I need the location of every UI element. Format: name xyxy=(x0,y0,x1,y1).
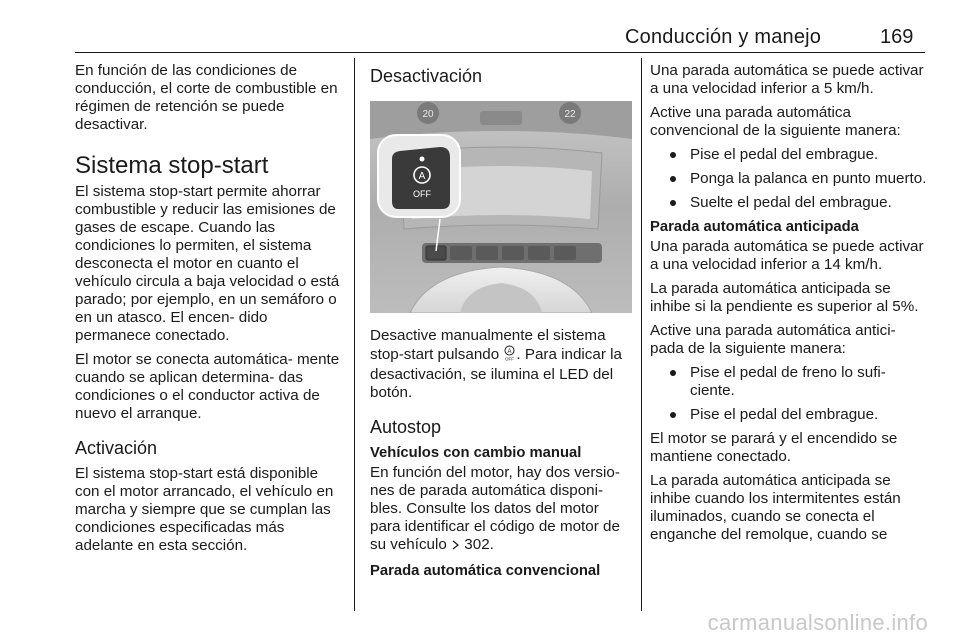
conventional-steps-list xyxy=(650,146,930,212)
conventional-steps-intro: Active una parada automática convencional de la siguiente manera: xyxy=(650,104,901,139)
anticipated-stop-heading: Parada automática anticipada xyxy=(650,219,859,235)
anticipated-steps-intro: Active una parada automática antici- pada de la siguiente manera: xyxy=(650,322,896,357)
column-2 xyxy=(370,62,632,582)
anticipated-steps-list xyxy=(650,364,930,424)
intro-paragraph: En función de las condiciones de conducción, el corte de combustible en régimen de retención se puede desactivar. xyxy=(75,62,338,133)
activation-text: El sistema stop-start está disponible con el motor arrancado, el vehículo en marcha y siempre que se cumplan las condiciones especificadas más adelante en esta sección. xyxy=(75,465,334,554)
manual-transmission-heading: Vehículos con cambio manual xyxy=(370,445,582,461)
deactivation-text: Desactive manualmente el sistema stop-start pulsando A OFF . Para indicar la desactivación, se ilumina el LED del botón. xyxy=(370,327,622,401)
auto-stop-off-icon xyxy=(503,345,516,366)
manual-transmission-text: En función del motor, hay dos versio- nes de parada automática disponi- bles. Consulte los datos del motor para identificar el código de motor de su vehículo 302. xyxy=(370,464,632,556)
column-divider-right xyxy=(641,58,642,611)
stop-start-description: El sistema stop-start permite ahorrar combustible y reducir las emisiones de gases de escape. Cuando las condiciones lo permiten, el sistema desconecta el motor en cuanto el vehículo circula a baja velocidad o está parado; por ejemplo, en un semáforo o en un atasco. El encen- dido permanece conectado. xyxy=(75,183,340,344)
anticipated-inhibit-conditions: La parada automática anticipada se inhibe cuando los intermitentes están iluminados, cuando se conecta el enganche del remolque, cuando se xyxy=(650,472,901,543)
column-divider-left xyxy=(354,58,355,611)
anticipated-speed-text: Una parada automática se puede activar a una velocidad inferior a 14 km/h. xyxy=(650,238,924,273)
list-item: Ponga la palanca en punto muerto. xyxy=(650,170,930,188)
watermark: carmanualsonline.info xyxy=(707,610,928,635)
button-label: OFF xyxy=(413,189,431,199)
column-3 xyxy=(650,62,930,550)
list-item: Pise el pedal de freno lo sufi- ciente. xyxy=(650,364,930,400)
button-symbol: A xyxy=(418,171,426,182)
console-figure xyxy=(370,101,632,313)
conventional-speed-text: Una parada automática se puede activar a una velocidad inferior a 5 km/h. xyxy=(650,62,924,97)
list-item: Suelte el pedal del embrague. xyxy=(650,194,930,212)
activation-heading: Activación xyxy=(75,438,158,458)
header-rule xyxy=(75,52,925,53)
svg-text:OFF: OFF xyxy=(505,356,515,361)
autostop-heading: Autostop xyxy=(370,417,442,437)
page-reference-icon xyxy=(451,538,460,556)
right-temp-display: 22 xyxy=(564,109,576,120)
left-temp-display: 20 xyxy=(422,109,434,120)
column-1 xyxy=(75,62,345,561)
section-title: Sistema stop-start xyxy=(75,152,269,179)
list-item: Pise el pedal del embrague. xyxy=(650,406,930,424)
anticipated-inhibit-text: La parada automática anticipada se inhibe si la pendiente es superior al 5%. xyxy=(650,280,919,315)
list-item: Pise el pedal del embrague. xyxy=(650,146,930,164)
deactivation-heading: Desactivación xyxy=(370,66,483,86)
page-number: 169 xyxy=(880,26,914,48)
restart-description: El motor se conecta automática- mente cuando se aplican determina- das condiciones o el conductor activa de nuevo el arranque. xyxy=(75,351,340,422)
engine-stop-text: El motor se parará y el encendido se mantiene conectado. xyxy=(650,430,898,465)
svg-text:A: A xyxy=(507,349,512,355)
conventional-stop-heading: Parada automática convencional xyxy=(370,563,601,579)
page-header-title: Conducción y manejo xyxy=(625,26,822,48)
